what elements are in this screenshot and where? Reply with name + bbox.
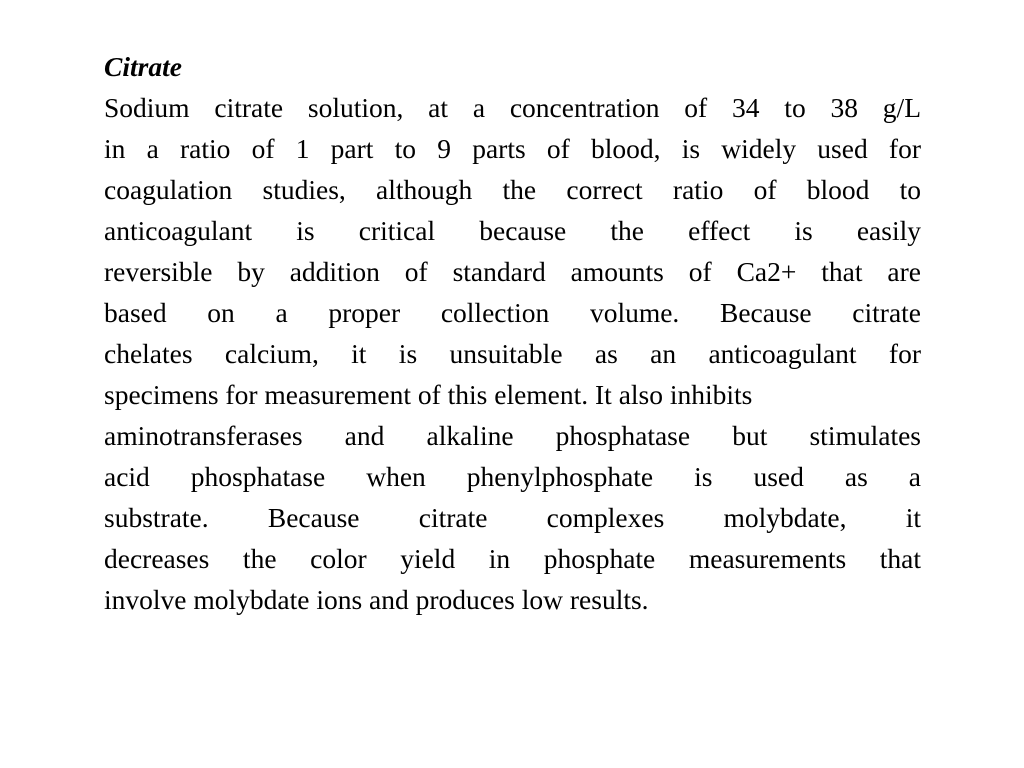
- body-line: involve molybdate ions and produces low results.: [104, 584, 649, 615]
- body-line: aminotransferases and alkaline phosphatase but stimulates: [104, 420, 921, 451]
- body-line: substrate. Because citrate complexes molybdate, it: [104, 502, 921, 533]
- body-line: acid phosphatase when phenylphosphate is used as a: [104, 461, 921, 492]
- body-line: Sodium citrate solution, at a concentration of 34 to 38 g/L: [104, 92, 921, 123]
- slide-content: [104, 46, 921, 620]
- body-line: specimens for measurement of this element. It also inhibits: [104, 379, 753, 410]
- body-line: based on a proper collection volume. Because citrate: [104, 297, 921, 328]
- body-line: in a ratio of 1 part to 9 parts of blood, is widely used for: [104, 133, 921, 164]
- body-line: coagulation studies, although the correct ratio of blood to: [104, 174, 921, 205]
- body-line: anticoagulant is critical because the effect is easily: [104, 215, 921, 246]
- body-paragraph: [104, 87, 921, 620]
- body-line: chelates calcium, it is unsuitable as an anticoagulant for: [104, 338, 921, 369]
- slide-heading: Citrate: [104, 51, 182, 82]
- body-line: reversible by addition of standard amounts of Ca2+ that are: [104, 256, 921, 287]
- body-line: decreases the color yield in phosphate measurements that: [104, 543, 921, 574]
